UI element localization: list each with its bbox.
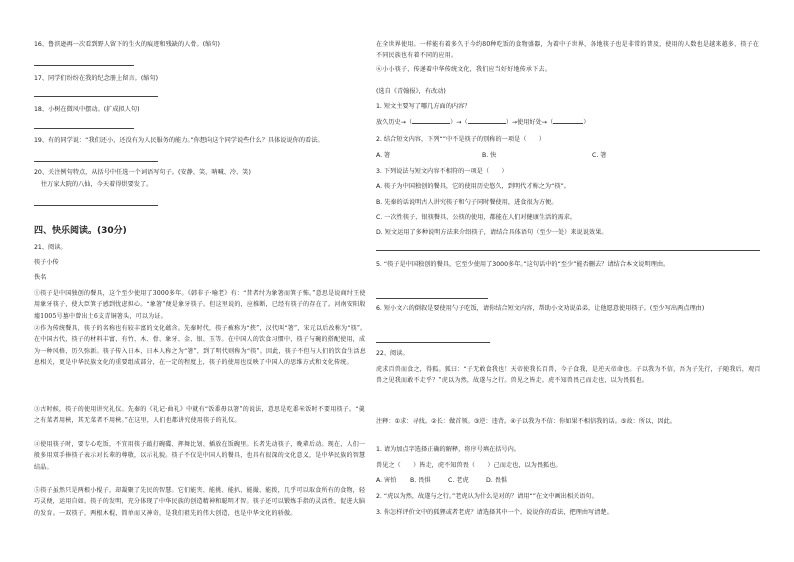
answer-line-q6[interactable] <box>376 342 490 343</box>
left-column <box>34 0 370 562</box>
classical-question-2: 2. “虎以为然，故遂与之行。”老虎认为什么是对的？请用“”在文中画出相关语句。 <box>376 493 598 500</box>
answer-line-16[interactable] <box>34 65 134 66</box>
passage-continuation: 在全世界使用。一样能有着多久于今约80种吃饭的食物盛器，为着中子世界，各地筷子也是非常的普及，使用的人数也是越来越多，筷子在不同民族也有着不同的应用。 <box>376 41 760 60</box>
classical-question-1: 1. 请为加点字选择正确的解释，将序号填在括号内。 <box>376 446 520 453</box>
passage-paragraph-6: ⑥小小筷子，传递着中华传统文化，我们应当好好地传承下去。 <box>376 66 552 73</box>
classical-question-3: 3. 你怎样评价文中的狐狸或者老虎？请选择其中一个，说说你的看法，把理由写清楚。 <box>376 509 613 516</box>
reading-question-5: 5. “筷子是中国独创的餐具，它至少使用了3000多年。”这句话中的“至少”能否删去？请结合本文说明理由。 <box>376 261 670 268</box>
question-22: 22、阅读。 <box>376 350 409 357</box>
passage-author: 佚名 <box>34 274 47 281</box>
blank-1a[interactable] <box>412 117 450 124</box>
question-20-example: 往万家大院的八仙，今天着得烘要发了。 <box>41 181 153 188</box>
answer-line-20[interactable] <box>34 205 158 206</box>
fill-part-c: ）→使用好处→（ <box>505 119 554 126</box>
passage-paragraph-4: ④使用筷子时，要专心吃饭，不宜用筷子敲打碗碟、挥舞比划、插放在饭碗里。长者先动筷子，晚辈后动。现在，人们一般多用双手捧筷子表示对长辈的尊敬，以示礼貌。筷子不仅是中国人的餐具，也具有很深的文化意义，是中华民族的智慧结晶。 <box>34 441 366 471</box>
passage-paragraph-1: ①筷子是中国独创的餐具，这个至少使用了3000多年。《韩非子·喻老》有：“昔者纣为象箸而箕子怖。”意思是说商纣王使用象牙筷子，使大臣箕子感到忧虑担心。“象箸”便是象牙筷子。但这里说的，应推断，已经有筷子的存在了。河南安阳殷墟1005号墓中曾出土6支青铜箸头，可以为证。 <box>34 290 366 320</box>
passage-paragraph-3: ③古时候，筷子的使用讲究礼仪。先秦的《礼记·曲礼》中就有“饭黍毋以箸”的说法，意思是吃黍米饭时不要用筷子。“羹之有菜者用梜，其无菜者不用梜。”在这里，人们也都讲究使用筷子的礼仪。 <box>34 406 365 425</box>
blank-1b[interactable] <box>468 117 506 124</box>
answer-line-q5[interactable] <box>376 298 488 299</box>
reading-question-2-option-b[interactable]: B. 快 <box>482 152 497 159</box>
passage-paragraph-5: ⑤筷子虽然只是两根小棍子，却凝聚了先民的智慧。它们能夹、能挑、能扒、能撮、能拨，几乎可以取食所有的食物，轻巧灵便，运用自如。筷子的发明，充分体现了中华民族的创造精神和聪明才智。筷子还可以锻炼手指的灵活性，促进大脑的发育。一双筷子，两根木棍，简单而又神奇，是我们祖先的伟大创造，也是中华文化的骄傲。 <box>34 487 366 517</box>
reading-question-1-fill <box>376 117 589 127</box>
classical-passage: 虎求百兽而食之，得狐。狐曰：“子无敢食我也！天帝使我长百兽，今子食我，是逆天帝命也。子以我为不信，吾为子先行，子随我后，观百兽之见我而敢不走乎？”虎以为然，故遂与之行。兽见之皆走。虎不知兽畏己而走也，以为畏狐也。 <box>376 366 761 385</box>
question-20: 20、关注例句特点，从括号中任选一个词语写句子。(安静、笑、呐喊、冷、笑) <box>34 169 251 176</box>
classical-question-1-option-b[interactable]: B. 畏惧 <box>410 477 431 484</box>
question-19: 19、有的同学说：“我们还小，还没有为人民服务的能力。”你想向这个同学说些什么？具体说说你的看法。 <box>34 137 324 144</box>
answer-line-18[interactable] <box>34 128 134 129</box>
right-column <box>376 0 762 562</box>
passage-paragraph-2: ②作为传统餐具，筷子的名称也有较丰富的文化蕴含。先秦时代，筷子被称为“挟”，汉代叫“箸”，宋元以后改称为“筷”。在中国古代，筷子的材料丰富，有竹、木、骨、象牙、金、银、玉等。在中国人的饮食习惯中，筷子与碗的搭配使用，成为一种风格，历久弥新。筷子传入日本，日本人称之为“箸”，到了明代则称为“筷”。因此，筷子不但与人们的饮食生活息息相关，更是中华民族文化的重要组成部分，在一定的程度上，筷子的使用也反映了中国人的思维方式和文化传统。 <box>34 325 367 367</box>
classical-question-1-option-d[interactable]: D. 畏惧 <box>486 477 508 484</box>
fill-part-b: ）→（ <box>450 119 468 126</box>
section-4-heading: 四、快乐阅读。(30分) <box>34 226 127 236</box>
passage-source: (选自《青翰报》，有改动) <box>376 88 446 95</box>
reading-question-3-option-c[interactable]: C. 一次性筷子、银筷餐具、公筷的使用，都能在人们对健康生活的需求。 <box>376 214 577 221</box>
reading-question-6: 6. 短小文六的倒叙是要使用勺子吃饭，请你结合短文内容，帮助小文劝说弟弟，让他愿意使用筷子。(至少写出两点理由) <box>376 305 705 312</box>
reading-question-3-option-d[interactable]: D. 短文运用了多种说明方法来介绍筷子，请结合具体语句（至少一处）来说说效果。 <box>376 229 608 236</box>
reading-question-3: 3. 下列说法与短文内容不相符的一项是（ ） <box>376 168 508 175</box>
classical-question-1-option-a[interactable]: A. 害怕 <box>376 477 397 484</box>
answer-line-17[interactable] <box>34 96 158 97</box>
reading-question-1: 1. 短文主要写了哪几方面的内容？ <box>376 103 471 110</box>
reading-question-2-option-c[interactable]: C. 箸 <box>592 152 607 159</box>
passage-title: 筷子小传 <box>34 259 59 266</box>
question-21: 21、阅读。 <box>34 244 67 251</box>
answer-line-19[interactable] <box>34 161 158 162</box>
question-18: 18、小树在微风中摆动。(扩成拟人句) <box>34 106 140 113</box>
blank-1c[interactable] <box>553 117 583 124</box>
fill-part-a: 放久历史→（ <box>376 119 413 126</box>
reading-question-3-option-b[interactable]: B. 先秦的话说明古人讲究筷子和勺子同时餐使用，进食很为方便。 <box>376 199 558 206</box>
classical-question-1-option-c[interactable]: C. 老虎 <box>448 477 469 484</box>
question-17: 17、同学们纷纷在我的纪念册上留言。(缩句) <box>34 75 159 82</box>
question-16: 16、鲁滨逊再一次看到野人留下的生火的痕迹和残缺的人骨。(缩句) <box>34 41 220 48</box>
fill-part-d: ） <box>583 119 590 126</box>
classical-notes: 注释：①求：寻找。②长：做首领。③逆：违背。④子以我为不信：你如果不相信我的话。⑤故：所以，因此。 <box>376 418 676 425</box>
answer-line-q4[interactable] <box>376 250 760 251</box>
classical-question-1-fill[interactable]: 兽见之（ ）皆走，虎不知兽畏（ ）己而走也，以为畏狐也。 <box>376 462 562 469</box>
reading-question-2: 2. 结合短文内容，下列“”中不是筷子的别称的一项是（ ） <box>376 136 545 143</box>
reading-question-2-option-a[interactable]: A. 箸 <box>376 152 391 159</box>
reading-question-3-option-a[interactable]: A. 筷子为中国独创的餐具，它的使用历史悠久，到明代才称之为“筷”。 <box>376 183 570 190</box>
